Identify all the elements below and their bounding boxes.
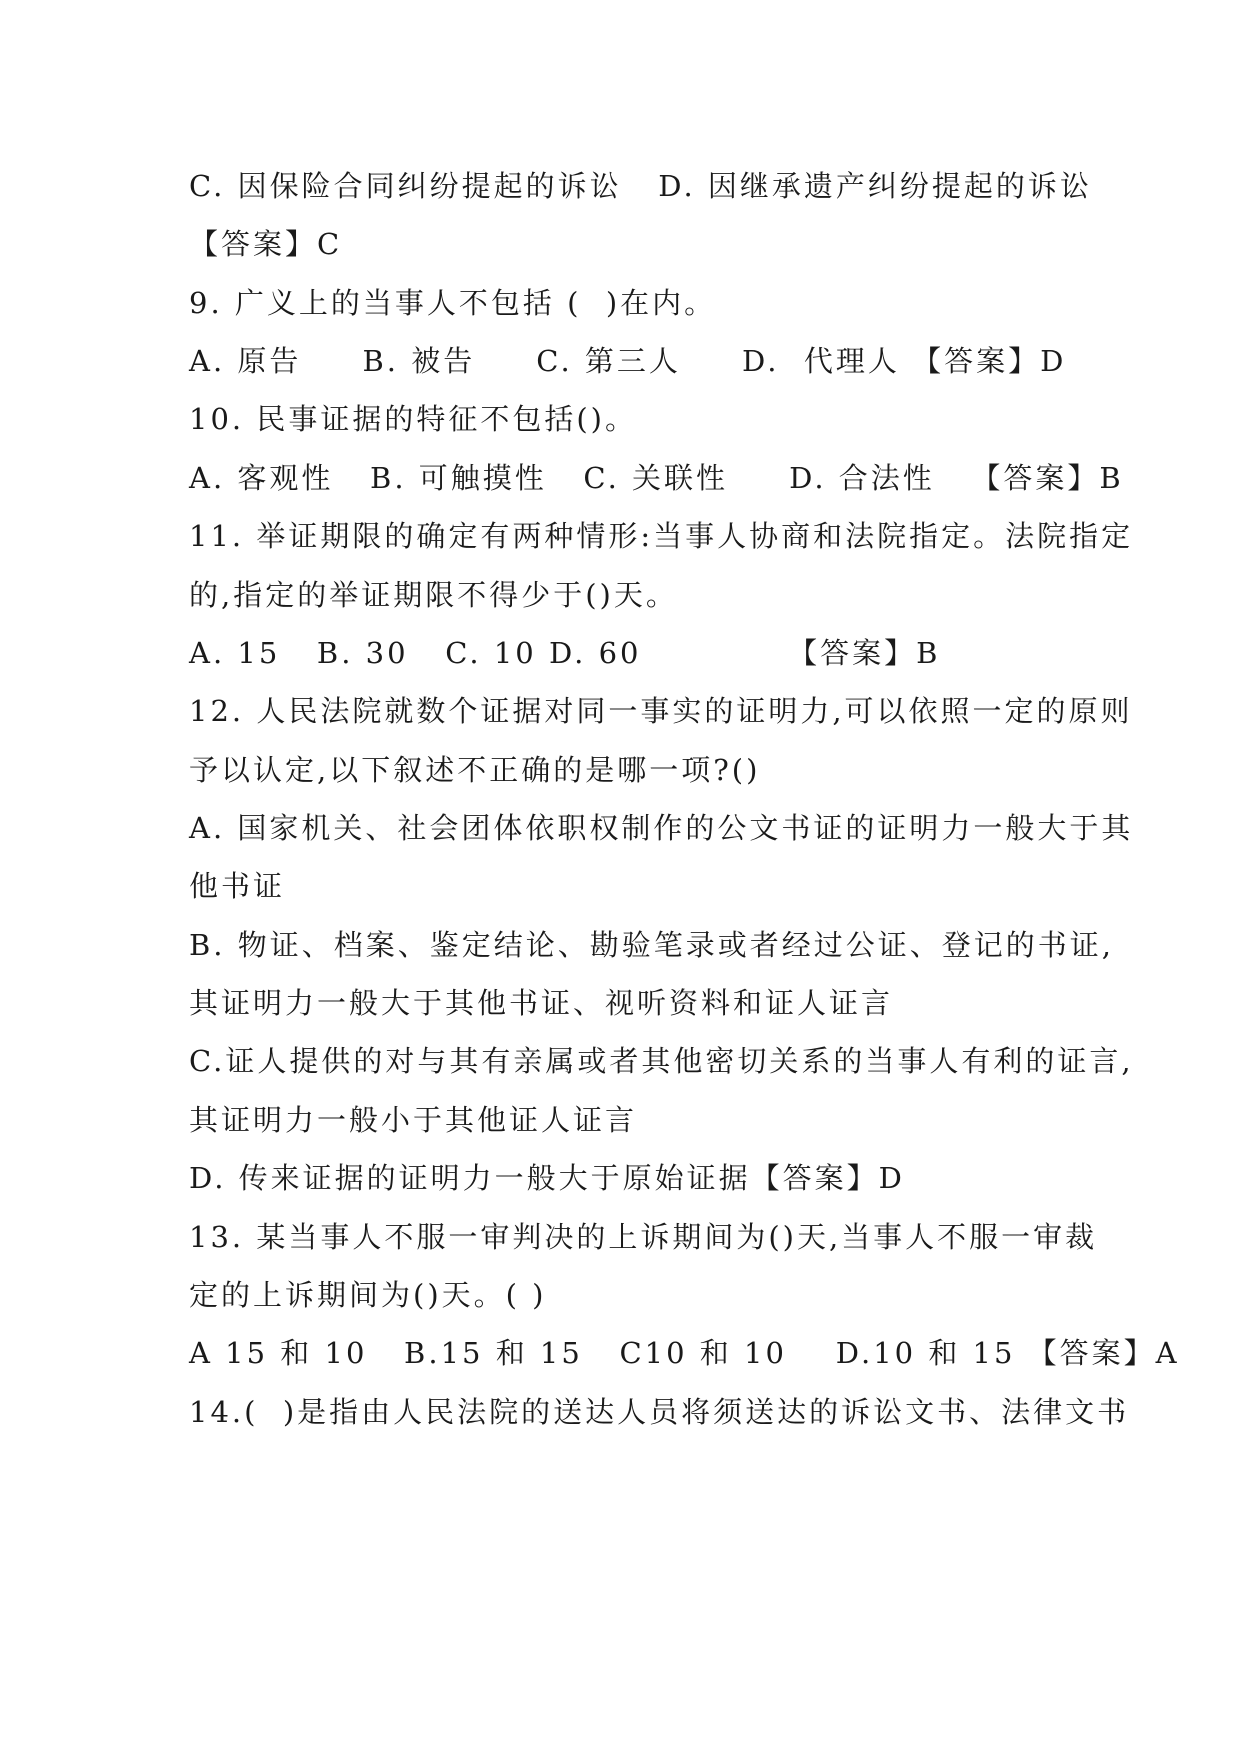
text-line-option-12c: C.证人提供的对与其有亲属或者其他密切关系的当事人有利的证言, bbox=[189, 1044, 1134, 1078]
text-line-options-9: A. 原告 B. 被告 C. 第三人 D. 代理人 【答案】D bbox=[189, 344, 1067, 378]
text-line-question-9: 9. 广义上的当事人不包括 ( )在内。 bbox=[189, 286, 717, 320]
text-line-option-12d: D. 传来证据的证明力一般大于原始证据【答案】D bbox=[189, 1161, 905, 1195]
text-line-option-12a-cont: 他书证 bbox=[189, 869, 286, 903]
text-line-options-13: A 15 和 10 B.15 和 15 C10 和 10 D.10 和 15 【答案】A bbox=[189, 1336, 1180, 1370]
text-line-options-11: A. 15 B. 30 C. 10 D. 60 【答案】B bbox=[189, 636, 941, 670]
text-line-question-11: 11. 举证期限的确定有两种情形:当事人协商和法院指定。法院指定 bbox=[189, 519, 1134, 553]
text-line-option-12c-cont: 其证明力一般小于其他证人证言 bbox=[189, 1103, 638, 1137]
text-line-question-13: 13. 某当事人不服一审判决的上诉期间为()天,当事人不服一审裁 bbox=[189, 1220, 1098, 1254]
text-line-option-12b: B. 物证、档案、鉴定结论、勘验笔录或者经过公证、登记的书证, bbox=[189, 928, 1114, 962]
text-line-option-c-d: C. 因保险合同纠纷提起的诉讼 D. 因继承遗产纠纷提起的诉讼 bbox=[189, 169, 1092, 203]
text-line-question-13-cont: 定的上诉期间为()天。( ) bbox=[189, 1278, 547, 1312]
text-line-option-12a: A. 国家机关、社会团体依职权制作的公文书证的证明力一般大于其 bbox=[189, 811, 1134, 845]
text-line-options-10: A. 客观性 B. 可触摸性 C. 关联性 D. 合法性 【答案】B bbox=[189, 461, 1124, 495]
text-line-question-12: 12. 人民法院就数个证据对同一事实的证明力,可以依照一定的原则 bbox=[189, 694, 1133, 728]
text-line-question-11-cont: 的,指定的举证期限不得少于()天。 bbox=[189, 578, 678, 612]
text-line-question-12-cont: 予以认定,以下叙述不正确的是哪一项?() bbox=[189, 753, 761, 787]
text-line-question-14: 14.( )是指由人民法院的送达人员将须送达的诉讼文书、法律文书 bbox=[189, 1395, 1130, 1429]
text-line-answer: 【答案】C bbox=[189, 227, 343, 261]
text-line-option-12b-cont: 其证明力一般大于其他书证、视听资料和证人证言 bbox=[189, 986, 894, 1020]
text-line-question-10: 10. 民事证据的特征不包括()。 bbox=[189, 402, 637, 436]
